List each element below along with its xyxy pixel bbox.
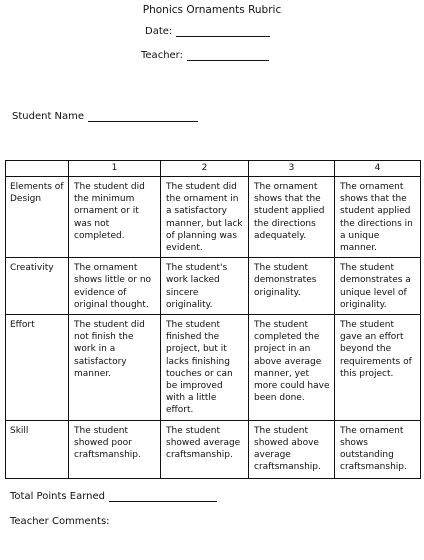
header-blank-cell [6,161,69,177]
rubric-cell: The student completed the project in an above average manner, yet more could have been done. [249,315,335,421]
rubric-header-row [6,161,421,177]
teacher-field [141,50,269,61]
date-field [145,26,270,37]
rubric-cell: The student did the minimum ornament or it was not completed. [69,177,161,258]
student-name-field [12,111,198,122]
rubric-cell: The ornament shows little or no evidence of original thought. [69,258,161,315]
date-label: Date: [145,26,173,37]
rubric-cell: The student did the ornament in a satisfactory manner, but lack of planning was evident. [161,177,249,258]
total-points-label: Total Points Earned [10,491,105,502]
rubric-row-elements-of-design [6,177,421,258]
page-title: Phonics Ornaments Rubric [142,4,282,16]
header-score-2: 2 [161,161,249,177]
criterion-cell: Creativity [6,258,69,315]
rubric-row-skill [6,420,421,478]
rubric-cell: The student showed average craftsmanship. [161,420,249,478]
rubric-row-effort [6,315,421,421]
rubric-cell: The ornament shows that the student applied the directions adequately. [249,177,335,258]
rubric-cell: The student finished the project, but it lacks finishing touches or can be improved with a little effort. [161,315,249,421]
teacher-comments-field [10,516,110,527]
rubric-cell: The student demonstrates a unique level of originality. [335,258,421,315]
student-name-blank-line[interactable] [88,111,198,122]
criterion-cell: Effort [6,315,69,421]
total-points-field [10,491,217,502]
rubric-cell: The student gave an effort beyond the requirements of this project. [335,315,421,421]
rubric-cell: The student showed poor craftsmanship. [69,420,161,478]
rubric-cell: The student did not finish the work in a satisfactory manner. [69,315,161,421]
teacher-blank-line[interactable] [187,50,269,61]
rubric-cell: The student's work lacked sincere originality. [161,258,249,315]
total-points-blank-line[interactable] [109,491,217,502]
rubric-cell: The ornament shows outstanding craftsmanship. [335,420,421,478]
header-score-3: 3 [249,161,335,177]
rubric-table [5,160,421,479]
rubric-cell: The ornament shows that the student applied the directions in a unique manner. [335,177,421,258]
criterion-cell: Elements of Design [6,177,69,258]
header-score-4: 4 [335,161,421,177]
teacher-comments-label: Teacher Comments: [10,516,110,527]
header-score-1: 1 [69,161,161,177]
student-name-label: Student Name [12,111,85,122]
rubric-cell: The student showed above average craftsmanship. [249,420,335,478]
date-blank-line[interactable] [176,26,270,37]
criterion-cell: Skill [6,420,69,478]
rubric-row-creativity [6,258,421,315]
rubric-cell: The student demonstrates originality. [249,258,335,315]
teacher-label: Teacher: [141,50,183,61]
